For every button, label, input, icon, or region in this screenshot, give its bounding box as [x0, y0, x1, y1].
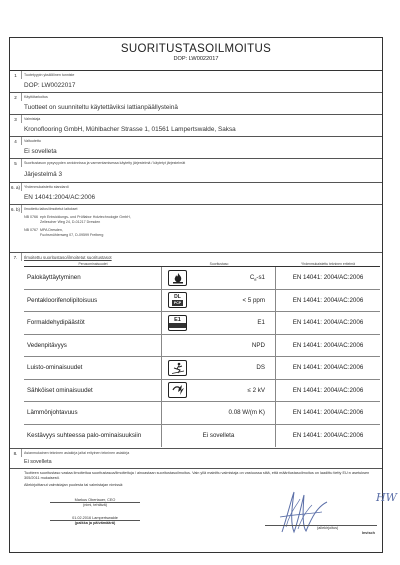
section-5 — [10, 159, 382, 183]
section-value: Ei sovelleta — [24, 459, 52, 465]
table-row — [24, 267, 380, 290]
row-specification: EN 14041: 2004/AC:2006 — [292, 296, 364, 304]
body-line1: MPA Dresden, — [40, 228, 63, 232]
row-specification: EN 14041: 2004/AC:2006 — [292, 274, 364, 282]
table-row — [24, 380, 380, 403]
section-number: 8. — [10, 449, 22, 457]
header-performance: Suoritustaso — [209, 262, 229, 266]
place-date-block — [50, 516, 140, 525]
row-performance: DS — [256, 364, 265, 372]
section-value: Tuotteet on suunniteltu käytettäviksi lattianpäällysteinä — [24, 104, 178, 111]
table-row — [24, 335, 380, 358]
row-characteristic: Luisto-ominaisuudet — [24, 357, 162, 379]
section-value: Järjestelmä 3 — [24, 171, 63, 178]
section-number: 6. b) — [10, 207, 20, 212]
document-dop: DOP: LW0022017 — [173, 56, 219, 62]
table-row — [24, 290, 380, 313]
place-caption: (paikka ja päivämäärä) — [50, 520, 140, 525]
notified-body-1 — [24, 215, 131, 225]
document-title: SUORITUSTASOILMOITUS — [120, 43, 272, 55]
declaration-block — [10, 469, 382, 549]
body-code: NB 0766 — [24, 215, 38, 219]
table-row — [24, 312, 380, 335]
section-number: 4 — [10, 137, 22, 145]
signer-name: Invisch — [361, 531, 375, 535]
row-performance: E1 — [257, 319, 265, 327]
row-specification: EN 14041: 2004/AC:2006 — [292, 341, 364, 349]
section-value: EN 14041:2004/AC:2006 — [24, 194, 96, 201]
row-performance: NPD — [251, 341, 265, 349]
section-1 — [10, 71, 382, 93]
section-7 — [10, 253, 382, 449]
name-caption: (nimi, tehtävä) — [50, 502, 140, 507]
section-number: 3 — [10, 115, 22, 123]
section-value: DOP: LW0022017 — [24, 82, 76, 89]
section-label: Tuotetyypin yksilöllinen tunniste — [24, 73, 75, 77]
body-line2: Fuchsmühlenweg 07, D-09599 Freiberg — [40, 233, 104, 237]
section-number: 6. a) — [10, 185, 20, 190]
section-value: Ei sovelleta — [24, 148, 57, 155]
row-characteristic: Kestävyys suhteessa palo-ominaisuuksiin — [24, 425, 162, 448]
section-label: Käyttötarkoitus — [24, 95, 48, 99]
row-characteristic: Vedenpitävyys — [24, 335, 162, 357]
section-value: Kronoflooring GmbH, Mühlbacher Strasse 1, 01561 Lampertswalde, Saksa — [24, 126, 236, 133]
e1-icon: E1 — [168, 315, 187, 331]
signatory-intro: Allekirjoittanut valmistajan puolesta tai valmistajan nimissä: — [24, 483, 124, 487]
row-characteristic: Formaldehydipäästöt — [24, 312, 162, 334]
table-row — [24, 402, 380, 425]
section-number: 5 — [10, 159, 22, 167]
signatory-name-block — [50, 498, 140, 507]
margin-initials: HW — [376, 491, 397, 504]
row-characteristic: Lämmönjohtavuus — [24, 402, 162, 424]
row-characteristic: Palokäyttäytyminen — [24, 267, 162, 289]
row-performance: < 5 ppm — [242, 296, 265, 304]
declaration-text: Tuotteen suoritustaso vastaa ilmoitettua suoritustasoa/ilmoitettuja / ainoastaan suoritustasoilmoitus. Vain yllä mainittu valmistaja on vastuussa siitä, että määritustasoilmoitus on laadittu tietty EU:n asetuksen 305/2011 mukaisesti. — [24, 471, 370, 480]
row-specification: EN 14041: 2004/AC:2006 — [292, 386, 364, 394]
section-number: 7. — [10, 253, 22, 261]
row-specification: EN 14041: 2004/AC:2006 — [292, 319, 364, 327]
section-4 — [10, 137, 382, 159]
section-label: Asianmukainen tekninen asiakirja ja/tai erityinen tekninen asiakirja — [24, 451, 130, 455]
section-label: Valtuutettu — [24, 139, 41, 143]
row-specification: EN 14041: 2004/AC:2006 — [292, 432, 364, 440]
section-8 — [10, 449, 382, 469]
electric-icon — [168, 382, 187, 398]
signature-caption: (allekirjoitus) — [265, 525, 377, 530]
slip-icon — [168, 360, 187, 376]
table-row — [24, 425, 380, 448]
row-characteristic: Pentakloorifenolipitoisuus — [24, 290, 162, 312]
place-date: 01.02.2016 Lampertswalde — [72, 516, 118, 520]
row-characteristic: Sähköiset ominaisuudet — [24, 380, 162, 402]
notified-body-2 — [24, 228, 103, 238]
section-label: Yhdenmukaistettu standardi — [24, 185, 69, 189]
row-specification: EN 14041: 2004/AC:2006 — [292, 409, 364, 417]
performance-table — [24, 261, 380, 447]
title-block — [10, 38, 382, 71]
section-label: Suoritustason pysyvyyden arvioinnissa ja varmentamisessa käytetty järjestelmä / käytetyt järjestelmät — [24, 161, 186, 165]
dl-pcp-icon: DL PCP — [168, 292, 187, 308]
row-performance: ≤ 2 kV — [247, 386, 265, 394]
row-performance: $C_{fl}-s1$ — [249, 273, 265, 282]
section-number: 2 — [10, 93, 22, 101]
signatory-name: Markus Obertauer, CEO — [74, 498, 116, 502]
fire-icon — [168, 270, 187, 286]
body-code: NB 0767 — [24, 228, 38, 232]
section-6a — [10, 183, 382, 205]
section-label: Ilmoitettu suoritustaso/ilmoitetut suoritustasot — [24, 255, 112, 260]
section-6b — [10, 205, 382, 253]
declaration-document — [9, 37, 383, 553]
row-specification: EN 14041: 2004/AC:2006 — [292, 364, 364, 372]
body-line1: eph Entwicklungs- und Prüflabor Holztechnologie GmbH, — [40, 215, 131, 219]
section-label: Ilmoitettu laitos/ilmoitetut laitokset — [24, 207, 78, 211]
body-line2: Zellescher Weg 24, D-01217 Dresden — [40, 220, 101, 224]
table-row — [24, 357, 380, 380]
section-number: 1 — [10, 71, 22, 79]
header-characteristic: Perusominaisuudet — [78, 262, 108, 266]
header-specification: Yhdenmukaistettu tekninen eritelmä — [301, 262, 355, 266]
signature-block — [265, 525, 377, 535]
row-performance: Ei sovelleta — [202, 432, 235, 440]
section-2 — [10, 93, 382, 115]
row-performance: 0.08 W/(m K) — [228, 409, 265, 417]
section-3 — [10, 115, 382, 137]
section-label: Valmistaja — [24, 117, 41, 121]
